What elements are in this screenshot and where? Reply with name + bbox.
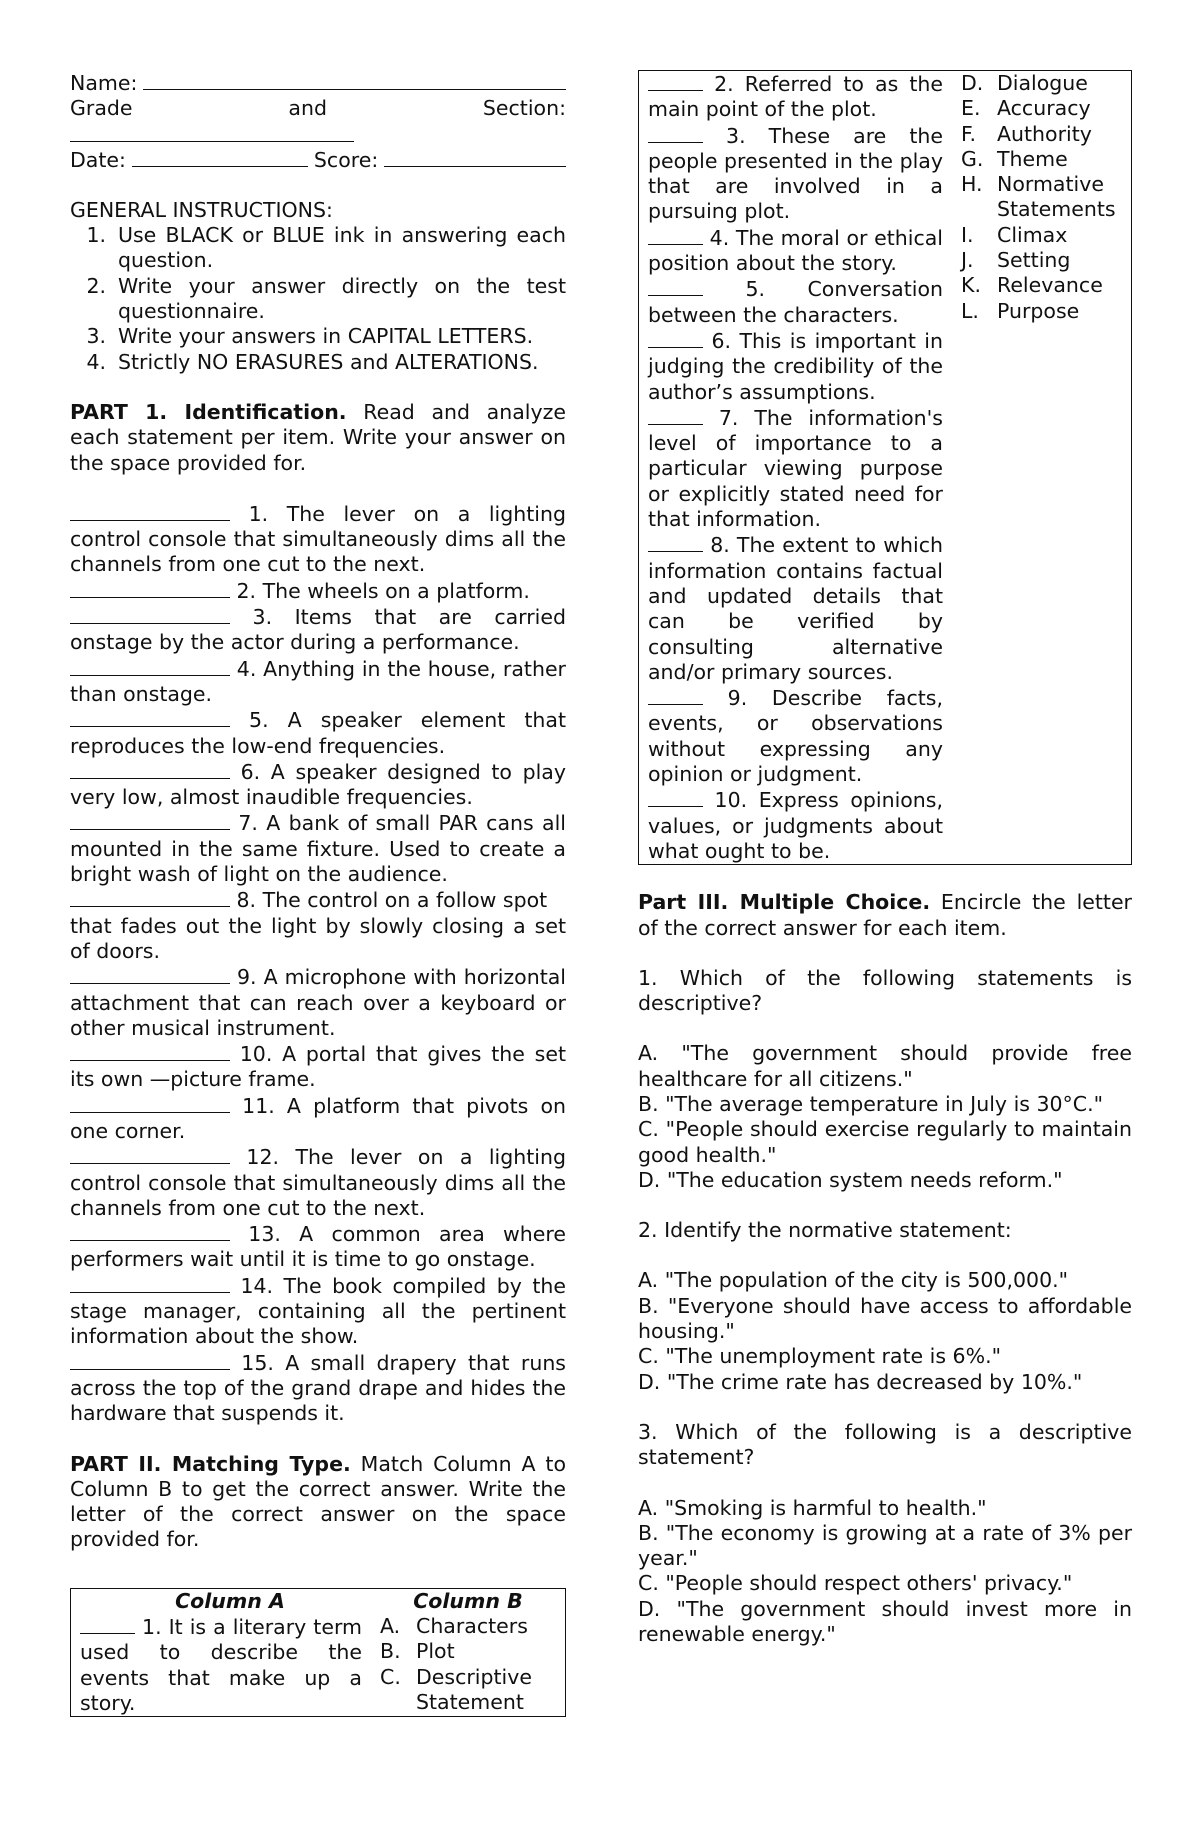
column-a-header: Column A bbox=[175, 1588, 285, 1613]
column-b-option bbox=[961, 223, 1122, 248]
date-row bbox=[70, 147, 566, 173]
option-text: Accuracy bbox=[997, 96, 1091, 121]
matching-item bbox=[648, 225, 943, 277]
left-column bbox=[70, 70, 566, 1717]
answer-blank[interactable] bbox=[70, 707, 230, 727]
instruction-item bbox=[70, 324, 566, 349]
instruction-number: 4. bbox=[86, 349, 106, 374]
item-text: 2. The wheels on a platform. bbox=[230, 578, 530, 603]
option-letter: E. bbox=[961, 96, 981, 121]
answer-option[interactable]: D. "The government should invest more in renewable energy." bbox=[638, 1596, 1132, 1647]
answer-blank[interactable] bbox=[648, 328, 703, 348]
instruction-item bbox=[70, 350, 566, 375]
answer-option[interactable]: C. "The unemployment rate is 6%." bbox=[638, 1344, 1002, 1369]
answer-blank[interactable] bbox=[648, 405, 703, 425]
answer-blank[interactable] bbox=[648, 685, 703, 705]
name-row bbox=[70, 70, 566, 96]
answer-blank[interactable] bbox=[648, 787, 703, 807]
answer-blank[interactable] bbox=[70, 1093, 230, 1113]
part1-list bbox=[70, 501, 566, 1427]
name-label: Name: bbox=[70, 71, 138, 95]
column-b-header: Column B bbox=[413, 1588, 523, 1613]
multiple-choice-list bbox=[638, 966, 1132, 1648]
item-text: 12. The lever on a lighting control console that simultaneously dims all the channels from one cut to the next. bbox=[70, 1145, 566, 1220]
option-text: Plot bbox=[416, 1639, 455, 1664]
item-text: 10. Express opinions, values, or judgments about what ought to be. bbox=[648, 788, 943, 863]
item-text: 8. The control on a follow spot bbox=[230, 888, 548, 913]
column-b-list-continued bbox=[961, 71, 1122, 864]
column-b-option bbox=[961, 299, 1122, 324]
option-letter: A. bbox=[380, 1614, 401, 1639]
identification-item bbox=[70, 1093, 566, 1145]
and-label: and bbox=[288, 96, 327, 121]
grade-label: Grade bbox=[70, 96, 133, 121]
answer-blank[interactable] bbox=[648, 123, 703, 143]
grade-row bbox=[70, 96, 566, 121]
answer-option[interactable]: C. "People should exercise regularly to maintain good health." bbox=[638, 1117, 1132, 1167]
spacer bbox=[638, 1193, 1132, 1218]
option-text: Theme bbox=[997, 146, 1068, 171]
instruction-number: 3. bbox=[86, 324, 106, 349]
instruction-text: Use BLACK or BLUE ink in answering each question. bbox=[118, 223, 566, 273]
instruction-text: Write your answer directly on the test questionnaire. bbox=[118, 273, 566, 324]
answer-blank[interactable] bbox=[70, 1221, 230, 1241]
answer-blank[interactable] bbox=[648, 225, 703, 245]
identification-item bbox=[70, 1350, 566, 1427]
answer-blank[interactable] bbox=[70, 964, 230, 984]
option-letter: H. bbox=[961, 172, 983, 197]
score-label: Score: bbox=[313, 147, 379, 172]
matching-item bbox=[648, 328, 943, 405]
section-blank[interactable] bbox=[70, 122, 354, 142]
option-letter: K. bbox=[961, 273, 981, 298]
item-text: 3. Items that are carried onstage by the actor during a performance. bbox=[70, 605, 566, 655]
option-text: Relevance bbox=[997, 273, 1103, 298]
matching-item bbox=[648, 123, 943, 225]
answer-blank[interactable] bbox=[70, 1273, 230, 1293]
instruction-number: 1. bbox=[86, 223, 106, 248]
option-letter: L. bbox=[961, 298, 979, 323]
option-text: Normative Statements bbox=[997, 172, 1116, 222]
matching-item bbox=[648, 532, 943, 685]
question-text: 1. Which of the following statements is descriptive? bbox=[638, 965, 1132, 1016]
section-label: Section: bbox=[482, 96, 566, 121]
option-letter: G. bbox=[961, 146, 984, 171]
option-text: Authority bbox=[997, 121, 1092, 146]
item-text: 2. Referred to as the main point of the plot. bbox=[648, 72, 943, 122]
part1-title: PART 1. Identification. bbox=[70, 399, 347, 424]
option-letter: B. bbox=[380, 1639, 401, 1664]
column-b-option bbox=[380, 1639, 556, 1664]
instructions-title: GENERAL INSTRUCTIONS: bbox=[70, 197, 333, 222]
column-b-option bbox=[961, 147, 1122, 172]
answer-option[interactable]: B. "The economy is growing at a rate of 3% per year." bbox=[638, 1520, 1132, 1571]
right-column bbox=[638, 70, 1132, 1647]
answer-blank[interactable] bbox=[70, 1350, 230, 1370]
column-b-option bbox=[380, 1665, 556, 1716]
answer-option[interactable]: B. "Everyone should have access to affordable housing." bbox=[638, 1293, 1132, 1344]
item-text: 9. Describe facts, events, or observations without expressing any opinion or judgment. bbox=[648, 686, 943, 787]
matching-item bbox=[648, 71, 943, 123]
answer-blank[interactable] bbox=[648, 276, 703, 296]
option-text: Descriptive Statement bbox=[416, 1664, 532, 1714]
identification-item bbox=[70, 707, 566, 759]
identification-item bbox=[70, 759, 566, 811]
identification-item bbox=[70, 1041, 566, 1093]
spacer bbox=[638, 1016, 1132, 1041]
identification-item bbox=[70, 887, 566, 913]
column-b-list-top bbox=[380, 1614, 556, 1716]
item-text: 15. A small drapery that runs across the top of the grand drape and hides the hardware that suspends it. bbox=[70, 1350, 566, 1426]
column-b-option bbox=[961, 172, 1122, 223]
answer-option[interactable]: A. "The population of the city is 500,000." bbox=[638, 1268, 1069, 1293]
score-blank[interactable] bbox=[384, 147, 566, 167]
column-b-option bbox=[961, 248, 1122, 273]
answer-blank[interactable] bbox=[648, 71, 703, 91]
item-text: 6. A speaker designed to play very low, almost inaudible frequencies. bbox=[70, 759, 566, 810]
item-text: 5. A speaker element that reproduces the low-end frequencies. bbox=[70, 708, 566, 758]
option-text: Dialogue bbox=[997, 71, 1088, 95]
answer-blank[interactable] bbox=[80, 1614, 135, 1634]
item-text: 7. The information's level of importance to a particular viewing purpose or explicitly stated need for that information. bbox=[648, 405, 943, 532]
instruction-item bbox=[70, 223, 566, 274]
item-text: 10. A portal that gives the set its own —picture frame. bbox=[70, 1042, 566, 1092]
answer-blank[interactable] bbox=[70, 501, 230, 521]
instruction-text: Strictly NO ERASURES and ALTERATIONS. bbox=[118, 349, 539, 374]
column-b-option bbox=[380, 1614, 556, 1639]
item-text: 4. The moral or ethical position about the story. bbox=[648, 225, 943, 276]
item-text: 11. A platform that pivots on one corner. bbox=[70, 1093, 566, 1143]
item-text: 9. A microphone with horizontal attachment that can reach over a keyboard or other musical instrument. bbox=[70, 965, 566, 1040]
answer-option[interactable]: D. "The education system needs reform." bbox=[638, 1167, 1063, 1192]
item-text: 8. The extent to which information contains factual and updated details that can be verified by consulting alternative and/or primary sources. bbox=[648, 533, 943, 684]
identification-item bbox=[70, 604, 566, 656]
answer-blank[interactable] bbox=[70, 1144, 230, 1164]
part3-desc: Encircle the letter of the correct answer for each item. bbox=[638, 890, 1132, 940]
answer-option[interactable]: A. "Smoking is harmful to health." bbox=[638, 1495, 987, 1520]
spacer bbox=[638, 1243, 1132, 1268]
instructions-list bbox=[70, 223, 566, 375]
answer-blank[interactable] bbox=[70, 810, 230, 830]
option-text: Purpose bbox=[997, 298, 1080, 323]
item-text: 14. The book compiled by the stage manager, containing all the pertinent information about the show. bbox=[70, 1273, 566, 1349]
matching-table-continued bbox=[638, 70, 1132, 865]
item-text: that fades out the light by slowly closing a set of doors. bbox=[70, 913, 566, 963]
column-b-option bbox=[961, 96, 1122, 121]
answer-option[interactable]: D. "The crime rate has decreased by 10%." bbox=[638, 1369, 1083, 1394]
identification-item bbox=[70, 1221, 566, 1273]
identification-item bbox=[70, 914, 566, 965]
item-text: 1. The lever on a lighting control console that simultaneously dims all the channels from one cut to the next. bbox=[70, 501, 566, 577]
identification-item bbox=[70, 810, 566, 887]
option-letter: C. bbox=[380, 1664, 401, 1689]
spacer bbox=[638, 1395, 1132, 1420]
column-a-list-continued bbox=[648, 71, 961, 864]
column-b-option bbox=[961, 122, 1122, 147]
part1-desc: Read and analyze each statement per item. Write your answer on the space provided for. bbox=[70, 399, 566, 475]
option-letter: J. bbox=[961, 248, 974, 273]
identification-item bbox=[70, 656, 566, 708]
item-text: 7. A bank of small PAR cans all mounted in the same fixture. Used to create a bright wash of light on the audience. bbox=[70, 811, 566, 887]
matching-table-top bbox=[70, 1588, 566, 1717]
instruction-number: 2. bbox=[86, 273, 106, 298]
name-blank[interactable] bbox=[143, 70, 566, 90]
matching-item bbox=[648, 787, 943, 864]
answer-option[interactable]: C. "People should respect others' privacy." bbox=[638, 1571, 1073, 1596]
item-text: 6. This is important in judging the credibility of the author’s assumptions. bbox=[648, 328, 943, 404]
option-text: Setting bbox=[997, 248, 1071, 273]
identification-item bbox=[70, 1144, 566, 1221]
answer-blank[interactable] bbox=[70, 759, 230, 779]
item-text: 4. Anything in the house, rather than onstage. bbox=[70, 656, 566, 706]
answer-blank[interactable] bbox=[70, 1041, 230, 1061]
identification-item bbox=[70, 578, 566, 604]
instruction-item bbox=[70, 274, 566, 325]
matching-item-1: 1. It is a literary term used to describe the events that make up a story. bbox=[80, 1615, 362, 1715]
part2-title: PART II. Matching Type. bbox=[70, 1451, 351, 1476]
answer-blank[interactable] bbox=[70, 656, 230, 676]
question-text: 3. Which of the following is a descriptive statement? bbox=[638, 1419, 1132, 1470]
part1-heading bbox=[70, 400, 566, 476]
part2-heading bbox=[70, 1452, 566, 1553]
option-letter: F. bbox=[961, 121, 977, 146]
answer-blank[interactable] bbox=[70, 887, 230, 907]
part3-heading bbox=[638, 890, 1132, 941]
column-b-option bbox=[961, 273, 1122, 298]
part3-title: Part III. Multiple Choice. bbox=[638, 890, 931, 915]
matching-item bbox=[648, 685, 943, 787]
answer-blank[interactable] bbox=[70, 604, 230, 624]
section-line-row bbox=[70, 122, 566, 147]
identification-item bbox=[70, 501, 566, 578]
column-b-option bbox=[961, 71, 1122, 96]
item-text: 5. Conversation between the characters. bbox=[648, 277, 943, 327]
identification-item bbox=[70, 964, 566, 1041]
answer-blank[interactable] bbox=[70, 578, 230, 598]
date-label: Date: bbox=[70, 147, 126, 172]
question-text: 2. Identify the normative statement: bbox=[638, 1218, 1012, 1243]
spacer bbox=[638, 1471, 1132, 1496]
item-text: 13. A common area where performers wait until it is time to go onstage. bbox=[70, 1222, 566, 1272]
instruction-text: Write your answers in CAPITAL LETTERS. bbox=[118, 324, 534, 349]
matching-item bbox=[648, 276, 943, 328]
answer-blank[interactable] bbox=[648, 532, 703, 552]
part2-desc: Match Column A to Column B to get the correct answer. Write the letter of the correct answer on the space provided for. bbox=[70, 1451, 566, 1552]
option-letter: I. bbox=[961, 222, 974, 247]
matching-item bbox=[648, 405, 943, 532]
item-text: 3. These are the people presented in the play that are involved in a pursuing plot. bbox=[648, 123, 943, 224]
option-text: Characters bbox=[416, 1614, 528, 1639]
option-text: Climax bbox=[997, 222, 1068, 247]
answer-option[interactable]: A. "The government should provide free healthcare for all citizens." bbox=[638, 1041, 1132, 1091]
identification-item bbox=[70, 1273, 566, 1350]
answer-option[interactable]: B. "The average temperature in July is 30°C." bbox=[638, 1091, 1104, 1116]
date-blank[interactable] bbox=[132, 147, 308, 167]
option-letter: D. bbox=[961, 71, 984, 95]
